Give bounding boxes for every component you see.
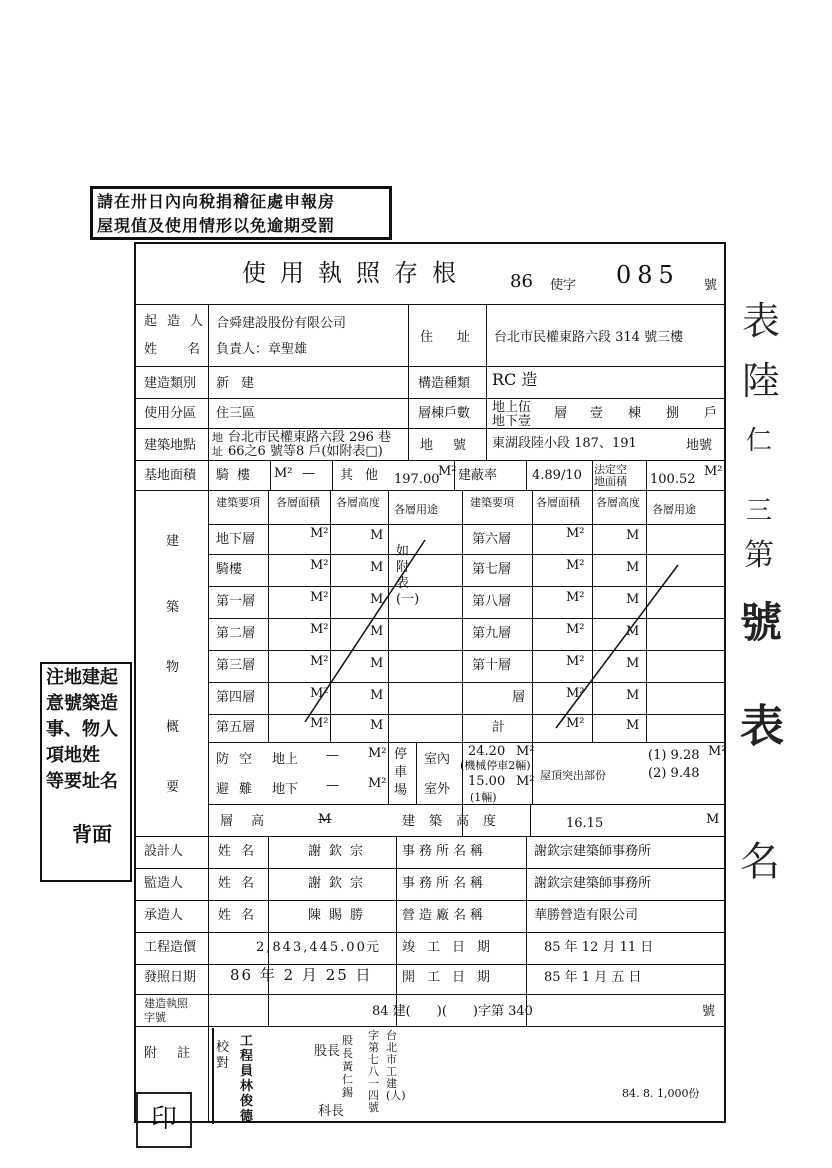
chief-stamp: 股長黃仁錫 <box>342 1034 353 1099</box>
col-height-r: 各層高度 <box>596 496 640 509</box>
notice-line-5: 等要址名 <box>46 771 118 792</box>
roof-proj-1: (1) 9.28 <box>648 748 700 763</box>
unit-m: M <box>626 656 640 671</box>
unit-m2: M² <box>310 526 329 541</box>
permit-suffix: 號 <box>704 278 718 293</box>
dong-label: 棟 <box>628 406 642 421</box>
arcade-label: 騎樓 <box>216 468 259 483</box>
unit-m2: M² <box>516 774 535 789</box>
col-area-r: 各層面積 <box>536 496 580 509</box>
supervisor-office: 謝欽宗建築師事務所 <box>534 876 652 891</box>
notice-line-4: 項地姓 <box>46 745 100 766</box>
lot-value: 東湖段陸小段 187、191 <box>492 436 637 451</box>
applicant-label: 起造人 <box>144 314 214 329</box>
indoor-value: 24.20 <box>468 744 506 759</box>
floors-above: 地上伍 <box>492 400 532 415</box>
start-label: 開工日期 <box>402 970 503 985</box>
unit-m2: M² <box>566 590 585 605</box>
row-floor-6: 第六層 <box>472 532 512 547</box>
summary-side-3: 物 <box>166 660 180 675</box>
unit-m: M <box>626 688 640 703</box>
notice-line-2: 意號築造 <box>46 693 118 714</box>
building-height-value: 16.15 <box>566 816 604 831</box>
outdoor-note: (1輛) <box>470 791 497 804</box>
unit-m: M <box>626 624 640 639</box>
margin-char-6: 號 <box>740 598 783 647</box>
issue-date: 86 年 2 月 25 日 <box>230 966 373 984</box>
col-area: 各層面積 <box>276 496 320 509</box>
contractor-office-label: 營造廠名稱 <box>402 908 488 923</box>
unit-m2: M² <box>566 558 585 573</box>
coverage-label: 建蔽率 <box>458 468 498 483</box>
margin-char-8: 名 <box>740 839 780 885</box>
unit-m: M <box>370 688 384 703</box>
structure-label: 構造種類 <box>418 376 471 391</box>
building-height-label: 建築高度 <box>402 814 511 829</box>
permit-value-suffix: 號 <box>702 1004 716 1019</box>
contractor-name: 陳賜勝 <box>308 908 372 923</box>
notice-line-3: 事、物人 <box>46 719 118 740</box>
margin-char-3: 仁 <box>746 426 773 456</box>
proc-stamp: 字第七八一四號 <box>368 1029 379 1114</box>
col-item-r: 建築要項 <box>470 496 514 509</box>
zoning-value: 住三區 <box>216 406 256 421</box>
unit-m2: M² <box>310 686 329 701</box>
designer-name: 謝欽宗 <box>308 844 372 859</box>
summary-side-5: 要 <box>166 780 180 795</box>
row-floor-7: 第七層 <box>472 562 512 577</box>
contractor-office: 華勝營造有限公司 <box>534 908 639 923</box>
row-floor-5: 第五層 <box>216 720 256 735</box>
completion-date: 85 年 12 月 11 日 <box>544 940 654 955</box>
unit-m: M <box>370 560 384 575</box>
col-use: 各層用途 <box>394 503 438 516</box>
row-floor-10: 第十層 <box>472 658 512 673</box>
stamp-line-2: 屋現值及使用情形以免逾期受罰 <box>97 216 336 235</box>
shelter-dash-2: — <box>326 778 339 793</box>
contractor-name-label: 姓名 <box>218 908 265 923</box>
other-unit: M² <box>438 464 457 479</box>
unit-m2: M² <box>310 590 329 605</box>
unit-count: 捌 <box>666 406 680 421</box>
building-height-unit: M <box>706 812 720 827</box>
unit-m: M <box>626 592 640 607</box>
unit-m2: M² <box>368 776 387 791</box>
start-date: 85 年 1 月 五 日 <box>544 970 642 985</box>
hu-label: 戶 <box>704 406 718 421</box>
applicant-rep: 負責人：章聖雄 <box>216 342 308 357</box>
supervisor-name: 謝欽宗 <box>308 876 372 891</box>
building-type-value: 新建 <box>216 376 267 391</box>
unit-m2: M² <box>310 558 329 573</box>
arcade-dash: — <box>302 466 315 481</box>
shelter-above: 地上 <box>272 752 299 767</box>
contractor-label: 承造人 <box>144 908 184 923</box>
supervisor-label: 監造人 <box>144 876 184 891</box>
legal-space-label-1: 法定空 <box>594 463 627 476</box>
summary-side-1: 建 <box>166 534 180 549</box>
margin-char-7: 表 <box>740 701 784 752</box>
remarks-label: 附註 <box>144 1046 211 1061</box>
floor-height-label: 層高 <box>220 814 283 829</box>
legal-space-value: 100.52 <box>650 472 696 487</box>
shelter-label: 防空 <box>216 752 263 767</box>
stamp-line-1: 請在卅日內向稅捐稽征處申報房 <box>97 192 336 211</box>
margin-char-2: 陸 <box>742 359 781 403</box>
shelter-dash-1: — <box>326 748 339 763</box>
annex-note: 如附表(一) <box>396 544 420 607</box>
row-total: 計 <box>492 720 506 735</box>
other-value: 197.00 <box>394 472 440 487</box>
unit-m: M <box>370 656 384 671</box>
permit-word: 使字 <box>550 278 577 293</box>
cost-value: 2,843,445.00 <box>256 940 367 955</box>
site-area-label: 基地面積 <box>144 468 197 483</box>
unit-m: M <box>626 528 640 543</box>
permit-label-2: 字號 <box>144 1011 166 1024</box>
notice-line-1: 注地建起 <box>46 667 118 688</box>
designer-name-label: 姓名 <box>218 844 265 859</box>
unit-m2: M² <box>566 716 585 731</box>
arcade-unit: M² <box>274 466 293 481</box>
row-floor-9: 第九層 <box>472 626 512 641</box>
indoor-note: (機械停車2輛) <box>460 759 531 772</box>
unit-m: M <box>370 528 384 543</box>
supervisor-office-label: 事務所名稱 <box>402 876 488 891</box>
unit-m2: M² <box>368 746 387 761</box>
engineer-stamp: 工程員林俊德 <box>240 1034 254 1124</box>
other-label: 其他 <box>340 468 391 483</box>
unit-m: M <box>626 560 640 575</box>
summary-side-2: 築 <box>166 600 180 615</box>
unit-m2: M² <box>566 622 585 637</box>
margin-char-5: 第 <box>744 538 774 573</box>
city-stamp: 台北市工建(人) <box>386 1029 406 1102</box>
row-floor-2: 第二層 <box>216 626 256 641</box>
roof-proj-2: (2) 9.48 <box>648 766 700 781</box>
summary-side-4: 概 <box>166 720 180 735</box>
lot-label: 地號 <box>420 438 487 453</box>
seal-stamp: 印 <box>136 1092 192 1148</box>
legal-space-label-2: 地面積 <box>594 475 627 488</box>
print-note: 84. 8. 1,000份 <box>622 1087 700 1100</box>
permit-label-1: 建造執照 <box>144 997 188 1010</box>
permit-number: 085 <box>616 261 680 289</box>
unit-m2: M² <box>566 654 585 669</box>
margin-char-4: 三 <box>746 496 773 526</box>
lot-suffix: 地號 <box>686 438 713 453</box>
shelter-below: 地下 <box>272 782 299 797</box>
cost-unit: 元 <box>366 940 380 955</box>
notice-back: 背面 <box>72 822 112 846</box>
section-label: 股長 <box>314 1044 341 1059</box>
permit-year: 86 <box>510 271 533 292</box>
applicant-company: 合舜建設股份有限公司 <box>216 316 347 331</box>
row-floor-3: 第三層 <box>216 658 256 673</box>
building-count: 壹 <box>590 406 604 421</box>
col-item: 建築要項 <box>216 496 260 509</box>
unit-m2: M² <box>708 744 727 759</box>
row-floor-1: 第一層 <box>216 594 256 609</box>
unit-m: M <box>370 718 384 733</box>
unit-m2: M² <box>310 716 329 731</box>
row-floor-blank: 層 <box>512 690 526 705</box>
unit-m2: M² <box>310 622 329 637</box>
designer-label: 設計人 <box>144 844 184 859</box>
floor-height-value: M <box>318 812 332 827</box>
row-floor-4: 第四層 <box>216 690 256 705</box>
unit-m2: M² <box>516 744 535 759</box>
outdoor-value: 15.00 <box>468 774 506 789</box>
floors-label: 層棟戶數 <box>418 406 471 421</box>
legal-space-unit: M² <box>704 464 723 479</box>
site-label: 建築地點 <box>144 438 197 453</box>
applicant-address: 台北市民權東路六段 314 號三樓 <box>494 330 684 345</box>
parking-label: 停車場 <box>394 747 408 798</box>
coverage-value: 4.89/10 <box>532 468 582 483</box>
row-floor-8: 第八層 <box>472 594 512 609</box>
unit-m: M <box>626 718 640 733</box>
unit-m: M <box>370 624 384 639</box>
unit-m2: M² <box>566 526 585 541</box>
dept-label: 科長 <box>318 1104 345 1119</box>
site-address-2: 66之6 號等8 戶(如附表□) <box>228 444 383 459</box>
unit-m: M <box>370 592 384 607</box>
completion-label: 竣工日期 <box>402 940 503 955</box>
row-basement: 地下層 <box>216 532 256 547</box>
outdoor-label: 室外 <box>424 782 451 797</box>
address-label: 住址 <box>420 330 495 345</box>
designer-office: 謝欽宗建築師事務所 <box>534 844 652 859</box>
issue-label: 發照日期 <box>144 970 197 985</box>
row-arcade: 騎樓 <box>216 562 243 577</box>
cost-label: 工程造價 <box>144 940 197 955</box>
col-use-r: 各層用途 <box>652 503 696 516</box>
designer-office-label: 事務所名稱 <box>402 844 488 859</box>
indoor-label: 室內 <box>424 752 451 767</box>
structure-value: RC 造 <box>492 370 538 389</box>
unit-m2: M² <box>310 654 329 669</box>
site-addr-l: 地 <box>212 431 223 444</box>
building-type-label: 建造類別 <box>144 376 197 391</box>
check-label: 校對 <box>216 1040 230 1071</box>
permit-value: 84 建( )( )字第 340 <box>372 1004 533 1019</box>
site-addr-r: 址 <box>212 445 223 458</box>
unit-m2: M² <box>566 686 585 701</box>
roof-proj-label: 屋頂突出部份 <box>540 769 606 782</box>
col-height: 各層高度 <box>336 496 380 509</box>
floors-below: 地下壹 <box>492 414 532 429</box>
site-address-1: 台北市民權東路六段 296 巷 <box>228 430 392 445</box>
floors-layer: 層 <box>554 406 568 421</box>
margin-char-1: 表 <box>742 299 781 343</box>
supervisor-name-label: 姓名 <box>218 876 265 891</box>
form-title: 使用執照存根 <box>242 259 470 287</box>
name-label: 姓名 <box>144 342 231 357</box>
zoning-label: 使用分區 <box>144 406 197 421</box>
evac-label: 避難 <box>216 782 263 797</box>
